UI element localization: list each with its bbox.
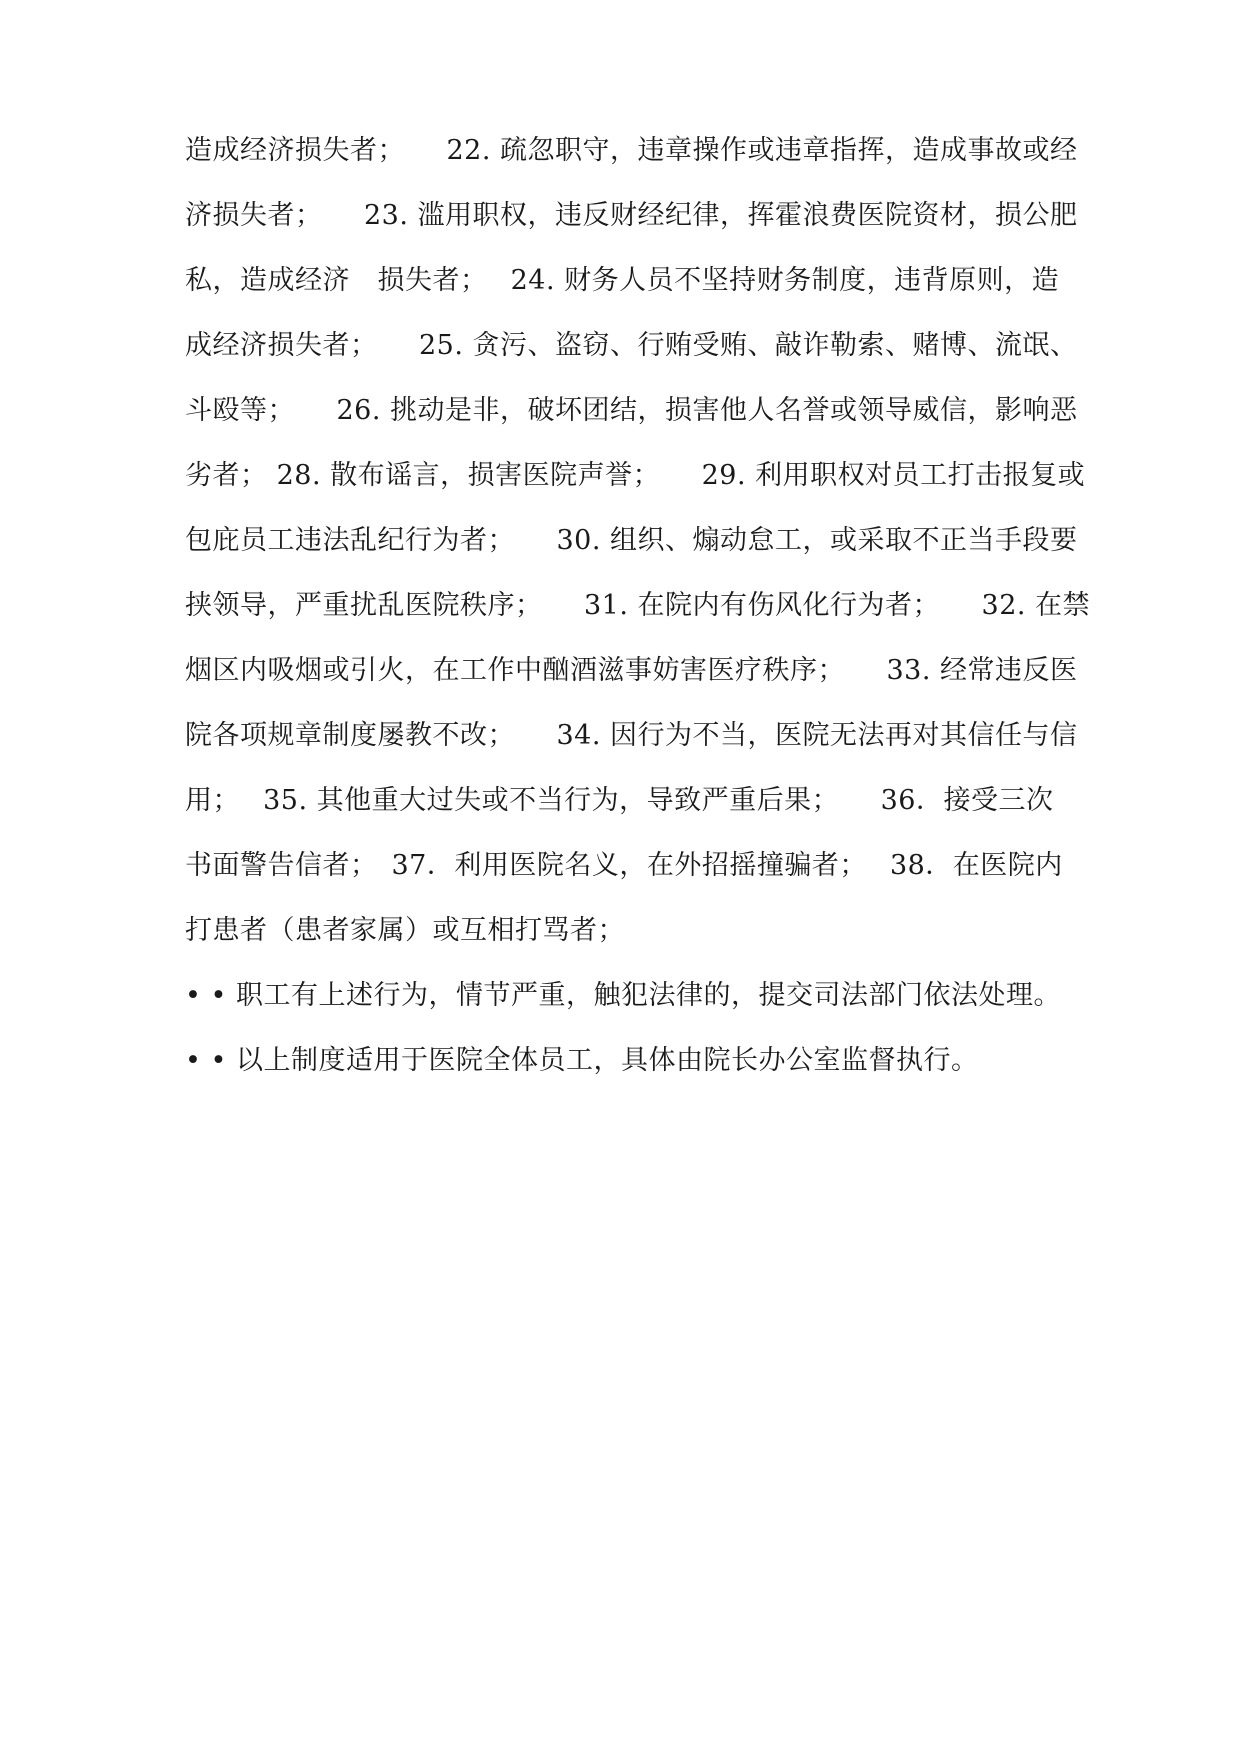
text-line: 用； 35. 其他重大过失或不当行为，导致严重后果； 36．接受三次 bbox=[185, 785, 1054, 816]
text-line: 院各项规章制度屡教不改； 34. 因行为不当，医院无法再对其信任与信 bbox=[185, 720, 1078, 751]
text-line: 济损失者； 23. 滥用职权，违反财经纪律，挥霍浪费医院资材，损公肥 bbox=[185, 200, 1078, 231]
bullet-line: • • 职工有上述行为，情节严重，触犯法律的，提交司法部门依法处理。 bbox=[185, 980, 1062, 1011]
text-line: 劣者； 28. 散布谣言，损害医院声誉； 29. 利用职权对员工打击报复或 bbox=[185, 460, 1086, 491]
text-line: 包庇员工违法乱纪行为者； 30. 组织、煽动怠工，或采取不正当手段要 bbox=[185, 525, 1078, 556]
text-line: 打患者（患者家属）或互相打骂者； bbox=[185, 915, 625, 946]
text-line: 烟区内吸烟或引火，在工作中酗酒滋事妨害医疗秩序； 33. 经常违反医 bbox=[185, 655, 1078, 686]
text-line: 挟领导，严重扰乱医院秩序； 31. 在院内有伤风化行为者； 32. 在禁 bbox=[185, 590, 1091, 621]
text-line: 书面警告信者； 37．利用医院名义，在外招摇撞骗者； 38．在医院内 bbox=[185, 850, 1063, 881]
bullet-line: • • 以上制度适用于医院全体员工，具体由院长办公室监督执行。 bbox=[185, 1045, 979, 1076]
text-line: 斗殴等； 26. 挑动是非，破坏团结，损害他人名誉或领导威信，影响恶 bbox=[185, 395, 1078, 426]
text-line: 成经济损失者； 25. 贪污、盗窃、行贿受贿、敲诈勒索、赌博、流氓、 bbox=[185, 330, 1078, 361]
text-line: 造成经济损失者； 22. 疏忽职守，违章操作或违章指挥，造成事故或经 bbox=[185, 135, 1078, 166]
text-line: 私，造成经济 损失者； 24. 财务人员不坚持财务制度，违背原则，造 bbox=[185, 265, 1060, 296]
